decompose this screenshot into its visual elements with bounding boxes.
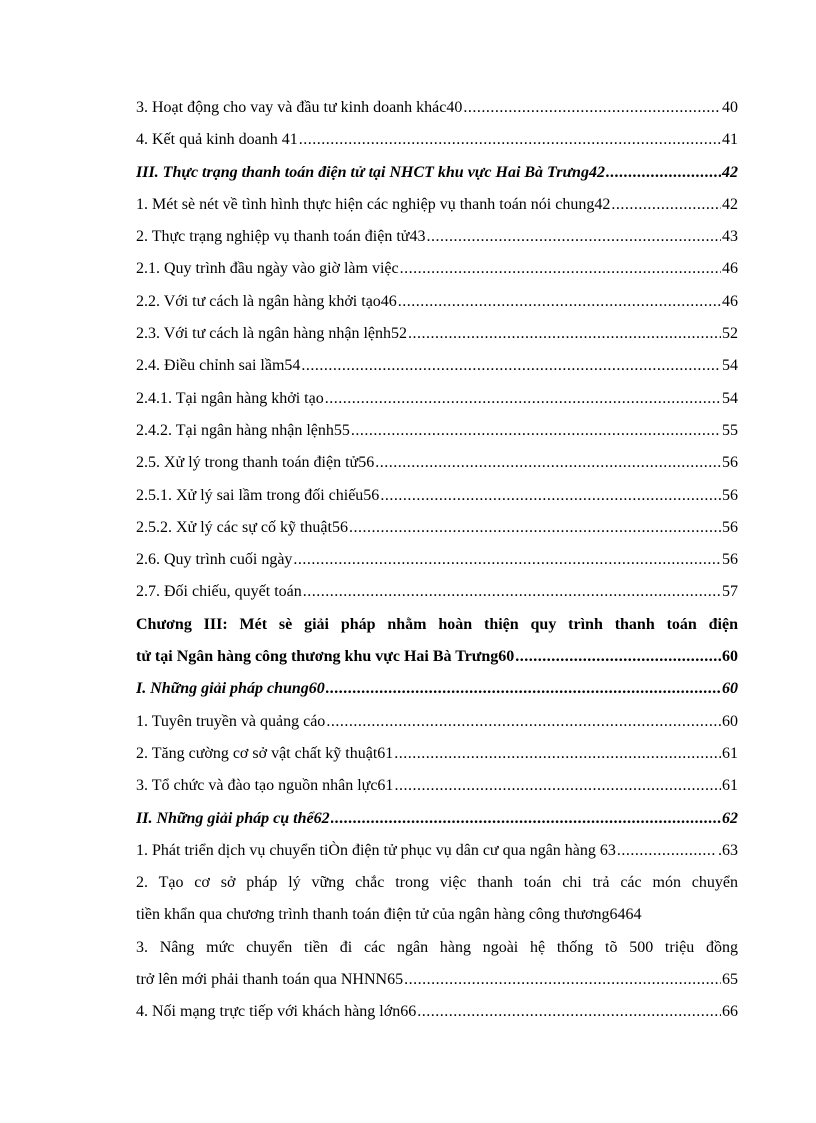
toc-entry <box>136 480 738 512</box>
toc-entry-text: 3. Hoạt động cho vay và đầu tư kinh doanh khác40 <box>136 99 463 116</box>
toc-entry-text: 2.2. Với tư cách là ngân hàng khởi tạo46 <box>136 292 397 310</box>
toc-page-number: 56 <box>722 551 738 569</box>
dot-leader <box>380 480 721 512</box>
toc-entry <box>136 544 738 576</box>
toc-entry <box>136 835 738 867</box>
toc-page-number: 56 <box>722 486 738 504</box>
toc-page-number: 41 <box>722 131 738 149</box>
toc-entry <box>136 803 738 835</box>
toc-entry <box>136 770 738 802</box>
toc-page-number: 62 <box>722 809 738 827</box>
table-of-contents <box>136 92 738 1029</box>
toc-page-number: 60 <box>722 648 738 666</box>
dot-leader <box>515 641 721 673</box>
toc-entry-text: tiền khẩn qua chương trình thanh toán điện tử của ngân hàng công thương6464 <box>136 906 642 924</box>
toc-page-number: 43 <box>722 228 738 246</box>
dot-leader <box>611 189 721 221</box>
toc-page-number: 40 <box>722 99 738 116</box>
toc-entry <box>136 318 738 350</box>
toc-page-number: 46 <box>722 260 738 278</box>
toc-page-number: 42 <box>722 195 738 213</box>
toc-entry-text: 2.5.1. Xử lý sai lầm trong đối chiếu56 <box>136 486 380 504</box>
toc-page-number: 46 <box>722 292 738 310</box>
dot-leader <box>351 415 721 447</box>
toc-entry-text: I. Những giải pháp chung60 <box>136 680 325 698</box>
toc-page-number: .63 <box>718 841 738 859</box>
toc-entry-text: 1. Phát triển dịch vụ chuyển tiÒn điện tử phục vụ dân cư qua ngân hàng 63 <box>136 841 616 859</box>
toc-entry-text: Chương III: Mét sè giải pháp nhằm hoàn thiện quy trình thanh toán điện <box>136 615 738 633</box>
toc-page-number: 61 <box>722 777 738 795</box>
toc-entry-item-3-line-2 <box>136 964 738 996</box>
toc-page-number: 61 <box>722 744 738 762</box>
toc-entry-item-4 <box>136 996 738 1028</box>
toc-entry-text: III. Thực trạng thanh toán điện tử tại NHCT khu vực Hai Bà Trưng42 <box>136 163 605 181</box>
toc-entry-text: 4. Kết quả kinh doanh 41 <box>136 131 298 149</box>
toc-page-number: 54 <box>722 357 738 375</box>
dot-leader <box>303 576 721 608</box>
toc-entry <box>136 706 738 738</box>
toc-entry <box>136 189 738 221</box>
toc-entry <box>136 157 738 189</box>
dot-leader <box>617 835 717 867</box>
toc-entry <box>136 350 738 382</box>
toc-entry-text: 2.6. Quy trình cuối ngày <box>136 551 293 569</box>
toc-entry-text: 2.4.1. Tại ngân hàng khởi tạo <box>136 389 324 407</box>
toc-entry-text: trở lên mới phải thanh toán qua NHNN65 <box>136 971 404 989</box>
dot-leader <box>326 673 721 705</box>
toc-entry <box>136 383 738 415</box>
toc-entry-text: 3. Tổ chức và đào tạo nguồn nhân lực61 <box>136 777 394 795</box>
dot-leader <box>463 92 721 124</box>
toc-entry <box>136 286 738 318</box>
toc-section-2 <box>136 673 738 867</box>
toc-entry <box>136 415 738 447</box>
dot-leader <box>331 803 721 835</box>
dot-leader <box>404 964 721 996</box>
toc-page-number: 52 <box>722 325 738 343</box>
toc-entry-chapter-3-line-2 <box>136 641 738 673</box>
toc-page-number: 56 <box>722 518 738 536</box>
toc-page-number: 42 <box>722 163 738 181</box>
dot-leader <box>375 447 721 479</box>
toc-entry-text: 2. Tạo cơ sở pháp lý vững chắc trong việc thanh toán chi trả các món chuyển <box>136 874 738 892</box>
toc-entry-text: 1. Mét sè nét về tình hình thực hiện các nghiệp vụ thanh toán nói chung42 <box>136 195 611 213</box>
dot-leader <box>417 996 721 1028</box>
toc-entry-text: 2. Thực trạng nghiệp vụ thanh toán điện tử43 <box>136 228 426 246</box>
toc-entry <box>136 576 738 608</box>
toc-entry-item-2-line-2 <box>136 899 738 931</box>
toc-entry-text: II. Những giải pháp cụ thể62 <box>136 809 330 827</box>
dot-leader <box>398 286 721 318</box>
toc-entry-item-3-line-1 <box>136 932 738 964</box>
toc-entry-text: 2.5.2. Xử lý các sự cố kỹ thuật56 <box>136 518 348 536</box>
dot-leader <box>426 221 721 253</box>
toc-entry-text: 2.4. Điều chỉnh sai lầm54 <box>136 357 301 375</box>
dot-leader <box>301 350 721 382</box>
dot-leader <box>394 738 721 770</box>
toc-entry-text: 3. Nâng mức chuyển tiền đi các ngân hàng ngoài hệ thống tõ 500 triệu đồng <box>136 938 738 956</box>
toc-entry-text: 2.4.2. Tại ngân hàng nhận lệnh55 <box>136 421 350 439</box>
toc-entry <box>136 673 738 705</box>
toc-entry-text: 2.1. Quy trình đầu ngày vào giờ làm việc <box>136 260 399 278</box>
dot-leader <box>606 157 721 189</box>
dot-leader <box>394 770 721 802</box>
toc-page-number: 54 <box>722 389 738 407</box>
dot-leader <box>400 253 721 285</box>
toc-entry <box>136 512 738 544</box>
toc-entry <box>136 221 738 253</box>
toc-entry-text: 2.5. Xử lý trong thanh toán điện tử56 <box>136 454 375 472</box>
toc-entry <box>136 92 738 124</box>
dot-leader <box>293 544 721 576</box>
dot-leader <box>325 383 721 415</box>
toc-page-number: 60 <box>722 680 738 698</box>
toc-entry-text: tử tại Ngân hàng công thương khu vực Hai Bà Trưng60 <box>136 648 515 666</box>
dot-leader <box>349 512 721 544</box>
dot-leader <box>299 124 721 156</box>
dot-leader <box>408 318 721 350</box>
toc-page-number: 66 <box>722 1003 738 1021</box>
toc-page-number: 57 <box>722 583 738 601</box>
toc-entry-text: 1. Tuyên truyền và quảng cáo <box>136 712 326 730</box>
toc-entry-text: 4. Nối mạng trực tiếp với khách hàng lớn66 <box>136 1003 417 1021</box>
toc-entry <box>136 447 738 479</box>
toc-page-number: 55 <box>722 421 738 439</box>
toc-entry <box>136 738 738 770</box>
toc-page-number: 65 <box>722 971 738 989</box>
toc-page-number: 56 <box>722 454 738 472</box>
toc-page-number: 60 <box>722 712 738 730</box>
dot-leader <box>326 706 721 738</box>
toc-entry-item-2-line-1 <box>136 867 738 899</box>
toc-entry-text: 2.7. Đối chiếu, quyết toán <box>136 583 302 601</box>
toc-entry-text: 2.3. Với tư cách là ngân hàng nhận lệnh52 <box>136 325 407 343</box>
toc-entry <box>136 253 738 285</box>
toc-entry <box>136 124 738 156</box>
toc-section-1 <box>136 92 738 609</box>
toc-entry-chapter-3-line-1 <box>136 609 738 641</box>
toc-entry-text: 2. Tăng cường cơ sở vật chất kỹ thuật61 <box>136 744 394 762</box>
